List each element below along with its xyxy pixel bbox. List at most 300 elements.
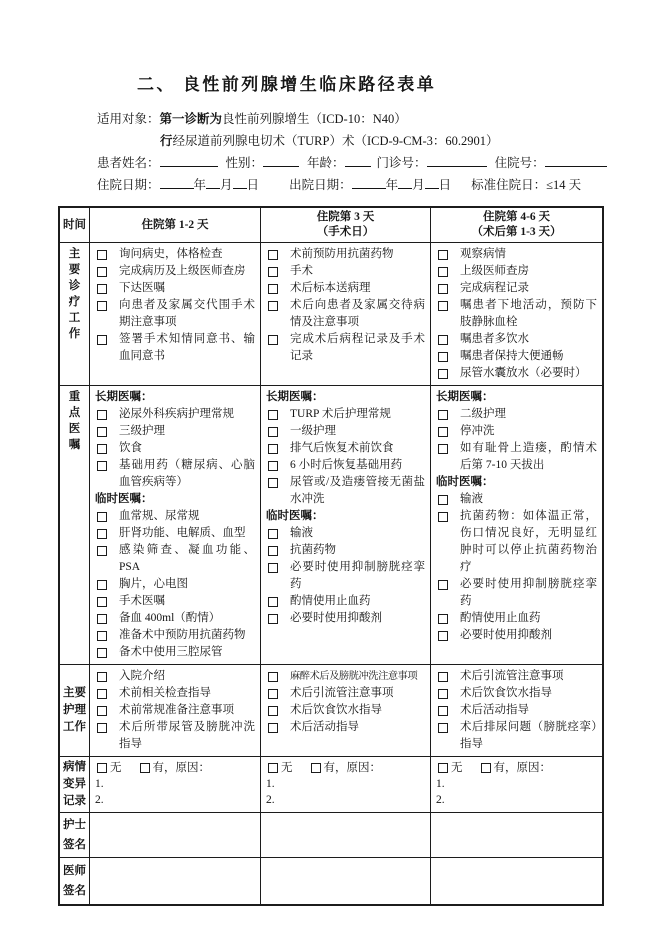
checklist-item: [95, 627, 255, 644]
checkbox-icon[interactable]: [97, 427, 107, 437]
checklist-item: [436, 365, 597, 382]
checklist-item-label: 术后引流管注意事项: [460, 670, 564, 682]
row-label-nurse-signature: [60, 813, 90, 858]
checklist-item-label: 排气后恢复术前饮食: [290, 442, 394, 454]
orders-heading: 临时医嘱：: [95, 493, 153, 505]
checkbox-icon[interactable]: [438, 369, 448, 379]
checklist-item: [95, 423, 255, 440]
checkbox-icon[interactable]: [97, 410, 107, 420]
checkbox-icon[interactable]: [481, 763, 491, 773]
checklist-item: [266, 280, 425, 297]
checklist-item-label: 胸片，心电图: [119, 578, 188, 590]
table-row-variation-record: [60, 757, 602, 813]
checkbox-icon[interactable]: [268, 672, 278, 682]
checkbox-icon[interactable]: [268, 723, 278, 733]
checklist-item: [95, 440, 255, 457]
table-cell-physician-signature-col3: [431, 858, 602, 904]
blank-field: [425, 175, 439, 189]
checkbox-icon[interactable]: [268, 546, 278, 556]
row-label-text: 护士: [63, 819, 86, 831]
header-time-label: 时间: [63, 218, 86, 231]
header-day-cell: [90, 208, 261, 243]
form-field-label: 住院日期：: [97, 178, 160, 192]
checklist-item: [266, 702, 425, 719]
spacer: [487, 166, 495, 167]
checklist-item: [95, 668, 255, 685]
checkbox-icon[interactable]: [97, 301, 107, 311]
checkbox-icon[interactable]: [268, 250, 278, 260]
checklist-item-label: 嘱患者下地活动，预防下肢静脉血栓: [460, 299, 597, 328]
checklist-item: [266, 246, 425, 263]
table-cell-key-orders-col1: [90, 386, 261, 665]
checkbox-icon[interactable]: [311, 763, 321, 773]
checklist-item: [266, 297, 425, 331]
checklist-item-label: 入院介绍: [119, 670, 165, 682]
checklist-item: [436, 246, 597, 263]
checklist-item: [266, 610, 425, 627]
checkbox-icon[interactable]: [268, 444, 278, 454]
form-field-label: 月: [412, 178, 425, 192]
orders-heading: 长期医嘱：: [266, 391, 324, 403]
table-cell-key-orders-col3: [431, 386, 602, 665]
checkbox-icon[interactable]: [97, 672, 107, 682]
checklist-item-label: 备术中使用三腔尿管: [119, 646, 223, 658]
table-cell-main-nursing-work-col3: [431, 665, 602, 757]
checklist-item-label: 泌尿外科疾病护理常规: [119, 408, 234, 420]
checklist-item-label: 酌情使用止血药: [460, 612, 541, 624]
reason-line: 2.: [266, 794, 275, 806]
variation-options: [95, 760, 255, 776]
form-field-label: 患者姓名：: [97, 156, 160, 170]
checklist-item: [436, 702, 597, 719]
variation-option-label: 无: [281, 762, 293, 774]
table-cell-variation-record-col3: [431, 757, 602, 813]
checklist-item-label: TURP 术后护理常规: [290, 408, 391, 420]
blank-field: [233, 175, 247, 189]
checklist-item-label: 感染筛查、凝血功能、PSA: [119, 544, 255, 573]
row-label-text: 嘱: [68, 439, 81, 451]
checkbox-icon[interactable]: [97, 335, 107, 345]
variation-option-label: 无: [110, 762, 122, 774]
checklist-item: [436, 627, 597, 644]
row-label-text: 要: [68, 264, 81, 276]
variation-options: [436, 760, 597, 776]
checklist-item: [266, 668, 425, 685]
orders-heading: 临时医嘱：: [436, 476, 494, 488]
checklist-item: [266, 719, 425, 736]
checkbox-icon[interactable]: [97, 529, 107, 539]
row-label-text: 变异: [63, 778, 86, 790]
row-label-text: 护理: [63, 704, 86, 716]
checkbox-icon[interactable]: [268, 689, 278, 699]
procedure-bold-text: 行: [160, 134, 173, 148]
checklist-item: [436, 440, 597, 474]
checkbox-icon[interactable]: [438, 444, 448, 454]
table-cell-nurse-signature-col1: [90, 813, 261, 858]
checkbox-icon[interactable]: [268, 335, 278, 345]
checklist-item: [266, 406, 425, 423]
checklist-item-label: 血常规、尿常规: [119, 510, 200, 522]
checklist-item: [266, 685, 425, 702]
checkbox-icon[interactable]: [438, 284, 448, 294]
checklist-item-label: 术前常规准备注意事项: [119, 704, 234, 716]
checklist-item-label: 尿管水囊放水（必要时）: [460, 367, 587, 379]
row-label-text: 点: [68, 407, 81, 419]
row-label-text: 作: [68, 328, 81, 340]
checklist-item-label: 抗菌药物: [290, 544, 336, 556]
variation-option: [436, 760, 463, 776]
checkbox-icon[interactable]: [438, 301, 448, 311]
applicable-target-line: [97, 108, 604, 130]
checklist-item-label: 必要时使用抑制膀胱痉挛药: [290, 561, 425, 590]
checklist-item: [266, 457, 425, 474]
checklist-item: [95, 331, 255, 365]
checkbox-icon[interactable]: [438, 706, 448, 716]
header-day-cell: [261, 208, 431, 243]
row-label-text: 工: [68, 312, 81, 324]
row-label-text: 病情: [63, 761, 86, 773]
table-cell-main-treatment-work-col2: [261, 243, 431, 386]
checklist-item: [436, 297, 597, 331]
blank-field: [545, 153, 607, 167]
checkbox-icon[interactable]: [438, 672, 448, 682]
row-label-text: 主要: [63, 687, 86, 699]
checkbox-icon[interactable]: [268, 461, 278, 471]
reason-line: 1.: [436, 778, 445, 790]
header-day-label: （手术日）: [316, 226, 375, 238]
checklist-item-label: 术后排尿问题（膀胱痉挛）指导: [460, 721, 597, 750]
variation-options: [266, 760, 425, 776]
dates-info-line: [97, 174, 604, 196]
checklist-item: [436, 423, 597, 440]
row-label-text: 重: [68, 391, 81, 403]
spacer: [218, 166, 226, 167]
checklist-item-label: 麻醉术后及膀胱冲洗注意事项: [290, 671, 418, 682]
checkbox-icon[interactable]: [268, 597, 278, 607]
checkbox-icon[interactable]: [140, 763, 150, 773]
table-cell-variation-record-col2: [261, 757, 431, 813]
reason-line: 1.: [266, 778, 275, 790]
checklist-item: [436, 406, 597, 423]
checklist-item-label: 手术医嘱: [119, 595, 165, 607]
checklist-item-label: 备血 400ml（酌情）: [119, 612, 221, 624]
orders-heading: 临时医嘱：: [266, 510, 324, 522]
checklist-item-label: 基础用药（糖尿病、心脑血管疾病等）: [119, 459, 255, 488]
table-cell-main-nursing-work-col1: [90, 665, 261, 757]
procedure-text: 经尿道前列腺电切术（TURP）术（ICD-9-CM-3：60.2901）: [172, 134, 499, 148]
row-label-physician-signature: [60, 858, 90, 904]
checklist-item: [266, 423, 425, 440]
checklist-item: [95, 576, 255, 593]
checkbox-icon[interactable]: [268, 267, 278, 277]
checklist-item-label: 肝肾功能、电解质、血型: [119, 527, 246, 539]
table-cell-physician-signature-col2: [261, 858, 431, 904]
checklist-item: [95, 542, 255, 576]
checklist-item-label: 术后饮食饮水指导: [290, 704, 382, 716]
form-field-label: 年龄：: [307, 156, 345, 170]
table-cell-main-treatment-work-col1: [90, 243, 261, 386]
checklist-item: [95, 593, 255, 610]
form-field-label: 门诊号：: [376, 156, 427, 170]
blank-field: [345, 153, 371, 167]
table-row-main-nursing-work: [60, 665, 602, 757]
variation-option-label: 无: [451, 762, 463, 774]
table-cell-nurse-signature-col3: [431, 813, 602, 858]
checklist-item-label: 术后所带尿管及膀胱冲洗指导: [119, 721, 255, 750]
checkbox-icon[interactable]: [97, 614, 107, 624]
table-row-key-orders: [60, 386, 602, 665]
checklist-item: [95, 246, 255, 263]
variation-option-label: 有，原因：: [493, 762, 551, 774]
row-label-text: 签名: [63, 885, 86, 897]
checkbox-icon[interactable]: [268, 284, 278, 294]
row-label-text: 医师: [63, 865, 86, 877]
form-field-label: 年: [385, 178, 399, 192]
header-day-label: 住院第 3 天: [316, 211, 375, 223]
row-label-variation-record: [60, 757, 90, 813]
checkbox-icon[interactable]: [97, 250, 107, 260]
table-row-physician-signature: [60, 858, 602, 904]
checkbox-icon[interactable]: [97, 706, 107, 716]
checklist-item-label: 术后饮食饮水指导: [460, 687, 552, 699]
checkbox-icon[interactable]: [268, 427, 278, 437]
checkbox-icon[interactable]: [438, 723, 448, 733]
checklist-item-label: 三级护理: [119, 425, 165, 437]
checklist-item: [436, 491, 597, 508]
checklist-item: [95, 263, 255, 280]
checklist-item: [95, 685, 255, 702]
checkbox-icon[interactable]: [268, 301, 278, 311]
reason-line: 2.: [436, 794, 445, 806]
checklist-item: [436, 331, 597, 348]
checkbox-icon[interactable]: [438, 614, 448, 624]
form-field-label: 日: [438, 178, 452, 192]
checkbox-icon[interactable]: [97, 461, 107, 471]
checklist-item: [266, 559, 425, 593]
form-field-label: 标准住院日：≤14 天: [471, 178, 582, 192]
table-cell-main-treatment-work-col3: [431, 243, 602, 386]
header-day-label: 住院第 4-6 天: [482, 211, 551, 223]
checkbox-icon[interactable]: [438, 512, 448, 522]
checklist-item: [266, 525, 425, 542]
reason-line: 1.: [95, 778, 104, 790]
checklist-item-label: 询问病史，体格检查: [119, 248, 223, 260]
diagnosis-text: 良性前列腺增生（ICD-10：N40）: [222, 112, 407, 126]
checklist-item-label: 一级护理: [290, 425, 336, 437]
checklist-item-label: 二级护理: [460, 408, 506, 420]
checkbox-icon[interactable]: [97, 648, 107, 658]
checklist-item-label: 完成病程记录: [460, 282, 529, 294]
row-label-text: 医: [68, 423, 81, 435]
blank-field: [352, 175, 386, 189]
table-cell-main-nursing-work-col2: [261, 665, 431, 757]
checklist-item: [95, 508, 255, 525]
checklist-item: [95, 406, 255, 423]
blank-field: [206, 175, 220, 189]
checklist-item-label: 向患者及家属交代围手术期注意事项: [119, 299, 255, 328]
target-label: 适用对象：: [97, 112, 160, 126]
table-row-nurse-signature: [60, 813, 602, 858]
checkbox-icon[interactable]: [97, 597, 107, 607]
row-label-text: 主: [68, 248, 81, 260]
checklist-item: [436, 280, 597, 297]
row-label-main-treatment-work: [60, 243, 90, 386]
checkbox-icon[interactable]: [268, 763, 278, 773]
checkbox-icon[interactable]: [438, 689, 448, 699]
row-label-text: 签名: [63, 839, 86, 851]
checkbox-icon[interactable]: [97, 580, 107, 590]
table-header-row: [60, 208, 602, 243]
checkbox-icon[interactable]: [268, 410, 278, 420]
form-field-label: 出院日期：: [289, 178, 352, 192]
checklist-item-label: 准备术中预防用抗菌药物: [119, 629, 246, 641]
checkbox-icon[interactable]: [97, 546, 107, 556]
table-cell-variation-record-col1: [90, 757, 261, 813]
checklist-item-label: 必要时使用抑酸剂: [460, 629, 552, 641]
checkbox-icon[interactable]: [97, 444, 107, 454]
checkbox-icon[interactable]: [438, 580, 448, 590]
checklist-item-label: 术后标本送病理: [290, 282, 371, 294]
checklist-item: [436, 508, 597, 576]
checklist-item-label: 嘱患者多饮水: [460, 333, 529, 345]
table-cell-key-orders-col2: [261, 386, 431, 665]
checkbox-icon[interactable]: [268, 706, 278, 716]
checklist-item-label: 完成术后病程记录及手术记录: [290, 333, 425, 362]
checkbox-icon[interactable]: [97, 512, 107, 522]
blank-field: [263, 153, 299, 167]
checklist-item: [266, 474, 425, 508]
checklist-item-label: 饮食: [119, 442, 142, 454]
checklist-item-label: 抗菌药物：如体温正常，伤口情况良好，无明显红肿时可以停止抗菌药物治疗: [460, 510, 597, 573]
variation-option-label: 有，原因：: [323, 762, 381, 774]
checkbox-icon[interactable]: [438, 267, 448, 277]
checkbox-icon[interactable]: [268, 614, 278, 624]
checkbox-icon[interactable]: [268, 529, 278, 539]
checklist-item: [266, 331, 425, 365]
checklist-item: [436, 610, 597, 627]
checklist-item: [436, 263, 597, 280]
row-label-text: 诊: [68, 280, 81, 292]
checklist-item-label: 观察病情: [460, 248, 506, 260]
variation-option-label: 有，原因：: [152, 762, 210, 774]
checklist-item: [266, 542, 425, 559]
checklist-item: [436, 668, 597, 685]
checkbox-icon[interactable]: [438, 352, 448, 362]
checkbox-icon[interactable]: [97, 723, 107, 733]
patient-info-line: [97, 152, 604, 174]
checklist-item-label: 如有耻骨上造瘘，酌情术后第 7-10 天拔出: [460, 442, 597, 471]
checkbox-icon[interactable]: [438, 427, 448, 437]
checklist-item-label: 上级医师查房: [460, 265, 529, 277]
checklist-item: [95, 610, 255, 627]
checkbox-icon[interactable]: [438, 335, 448, 345]
row-label-key-orders: [60, 386, 90, 665]
checklist-item-label: 尿管或/及造瘘管接无菌盐水冲洗: [290, 476, 425, 505]
checklist-item: [95, 280, 255, 297]
form-field-label: 住院号：: [494, 156, 545, 170]
checklist-item-label: 停冲洗: [460, 425, 495, 437]
form-field-label: 月: [220, 178, 233, 192]
checklist-item-label: 术后向患者及家属交待病情及注意事项: [290, 299, 425, 328]
orders-heading: 长期医嘱：: [436, 391, 494, 403]
checklist-item-label: 完成病历及上级医师查房: [119, 265, 246, 277]
table-cell-physician-signature-col1: [90, 858, 261, 904]
reason-line: 2.: [95, 794, 104, 806]
row-label-text: 记录: [63, 795, 86, 807]
checklist-item-label: 必要时使用抑酸剂: [290, 612, 382, 624]
checklist-item: [436, 576, 597, 610]
variation-option: [479, 760, 552, 776]
checklist-item-label: 输液: [460, 493, 483, 505]
checkbox-icon[interactable]: [438, 250, 448, 260]
form-field-label: 日: [246, 178, 260, 192]
checklist-item: [436, 348, 597, 365]
checkbox-icon[interactable]: [268, 563, 278, 573]
blank-field: [160, 175, 194, 189]
blank-field: [427, 153, 487, 167]
variation-option: [95, 760, 122, 776]
page-title: 二、 良性前列腺增生临床路径表单: [137, 75, 437, 94]
checklist-item: [266, 440, 425, 457]
checklist-item-label: 6 小时后恢复基础用药: [290, 459, 403, 471]
row-label-main-nursing-work: [60, 665, 90, 757]
checklist-item: [95, 297, 255, 331]
checklist-item: [266, 593, 425, 610]
checkbox-icon[interactable]: [97, 267, 107, 277]
checklist-item-label: 输液: [290, 527, 313, 539]
checkbox-icon[interactable]: [438, 631, 448, 641]
row-label-text: 疗: [68, 296, 81, 308]
checklist-item: [95, 719, 255, 753]
checkbox-icon[interactable]: [438, 495, 448, 505]
checkbox-icon[interactable]: [438, 763, 448, 773]
checkbox-icon[interactable]: [97, 689, 107, 699]
variation-option: [309, 760, 382, 776]
checkbox-icon[interactable]: [268, 478, 278, 488]
checklist-item: [436, 719, 597, 753]
checklist-item-label: 术后引流管注意事项: [290, 687, 394, 699]
checklist-item-label: 手术: [290, 265, 313, 277]
checkbox-icon[interactable]: [97, 284, 107, 294]
header-day-label: 住院第 1-2 天: [141, 218, 209, 231]
checklist-item-label: 术前预防用抗菌药物: [290, 248, 394, 260]
checkbox-icon[interactable]: [97, 763, 107, 773]
checklist-item: [436, 685, 597, 702]
form-field-label: 年: [193, 178, 207, 192]
checklist-item-label: 术前相关检查指导: [119, 687, 211, 699]
form-field-label: 性别：: [225, 156, 264, 170]
checklist-item: [95, 457, 255, 491]
checklist-item: [95, 702, 255, 719]
variation-option: [138, 760, 211, 776]
header-day-label: （术后第 1-3 天）: [471, 226, 562, 238]
checklist-item-label: 下达医嘱: [119, 282, 165, 294]
procedure-line: [160, 130, 604, 152]
table-cell-nurse-signature-col2: [261, 813, 431, 858]
checklist-item-label: 术后活动指导: [290, 721, 359, 733]
checkbox-icon[interactable]: [97, 631, 107, 641]
spacer: [299, 166, 307, 167]
checklist-item: [95, 644, 255, 661]
blank-field: [160, 153, 218, 167]
checklist-item: [266, 263, 425, 280]
checkbox-icon[interactable]: [438, 410, 448, 420]
spacer: [259, 188, 289, 189]
checklist-item-label: 签署手术知情同意书、输血同意书: [119, 333, 255, 362]
header-time-cell: [60, 208, 90, 243]
diagnosis-bold-text: 第一诊断为: [159, 112, 223, 126]
checklist-item-label: 必要时使用抑制膀胱痉挛药: [460, 578, 597, 607]
